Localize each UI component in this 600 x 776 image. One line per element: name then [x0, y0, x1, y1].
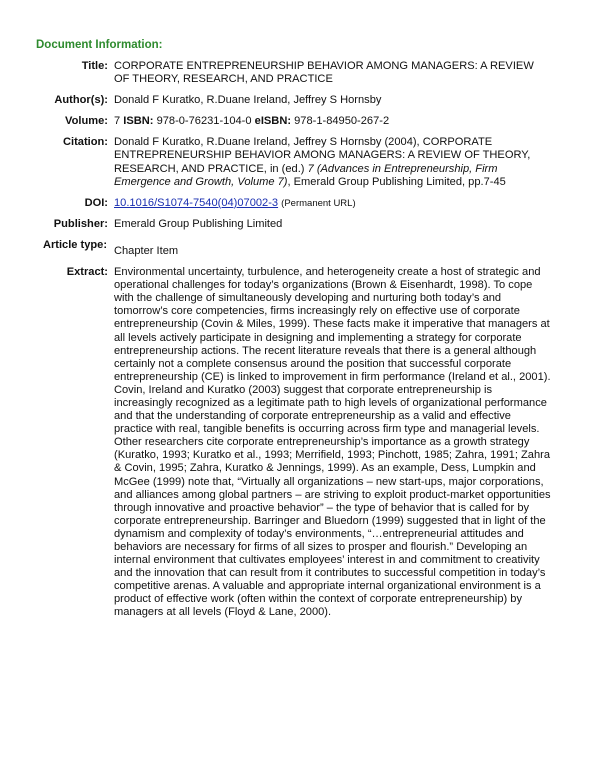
extract-text: Environmental uncertainty, turbulence, and heterogeneity create a host of strategic and operational challenges for today’s organizations (Brown & Eisenhardt, 1998). To cope with the challenge of simultaneously developing and nurturing both today’s and tomorrow’s core competencies, firms increasingly rely on effective use of corporate entrepreneurship (Covin & Miles, 1999). These facts make it imperative that managers at all levels actively participate in designing and implementing a strategy for corporate entrepreneurship actions. The recent literature reveals that there is a general although certainly not a complete consensus around the position that successful corporate entrepreneurship (CE) is linked to improvement in firm performance (Ireland et al., 2001). Covin, Ireland and Kuratko (2003) suggest that corporate entrepreneurship is increasingly recognized as a legitimate path to high levels of organizational performance and that the understanding of corporate entrepreneurship as a valid and effective practice with real, tangible benefits is occurring across firm type and managerial levels. Other researchers cite corporate entrepreneurship’s importance as a growth strategy (Kuratko, 1993; Kuratko et al., 1993; Merrifield, 1993; Pinchott, 1985; Zahra, 1991; Zahra & Covin, 1995; Zahra, Kuratko & Jennings, 1999). As an example, Dess, Lumpkin and McGee (1999) note that, “Virtually all organizations – new start-ups, major corporations, and alliances among global partners – are striving to exploit product-market opportunities through innovative and proactive behavior” – the type of behavior that is called for by corporate entrepreneurship. Barringer and Bluedorn (1999) suggested that in light of the dynamism and complexity of today’s environments, “…entrepreneurial attitudes and behaviors are necessary for firms of all sizes to prosper and flourish.” Developing an internal environment that cultivates employees’ interest in and commitment to creativity and the innovation that can result from it contributes to successful competition in today’s competitive arenas. A valuable and appropriate internal organizational environment is a product of effective work (often within the context of corporate entrepreneurship) by managers at all levels (Floyd & Lane, 2000). [114, 266, 551, 619]
citation-text: Donald F Kuratko, R.Duane Ireland, Jeffrey S Hornsby (2004), CORPORATE ENTREPRENEURSHIP BEHAVIOR AMONG MANAGERS: A REVIEW OF THEORY, RESEARCH, AND PRACTICE, in (ed.) [114, 136, 531, 175]
citation-publisher: , Emerald Group Publishing Limited, pp.7-45 [287, 175, 506, 188]
eisbn-label: eISBN: [254, 115, 292, 128]
document-information-heading: Document Information: [36, 39, 163, 51]
extract-row [32, 266, 552, 620]
article-type-label: Article type: [42, 238, 108, 251]
permanent-url-note: (Permanent URL) [281, 197, 356, 209]
volume-label: Volume: [65, 115, 108, 128]
article-type-row [32, 239, 552, 258]
authors-value: Donald F Kuratko, R.Duane Ireland, Jeffrey S Hornsby [114, 94, 382, 107]
doi-row [32, 197, 552, 210]
citation-row [32, 136, 552, 188]
isbn-label: ISBN: [123, 115, 154, 128]
title-label: Title: [81, 60, 108, 72]
isbn-value: 978-0-76231-104-0 [156, 115, 252, 128]
authors-label: Author(s): [54, 94, 108, 107]
citation-series: 7 (Advances in Entrepreneurship, Firm Emergence and Growth, Volume 7) [114, 162, 498, 188]
volume-row [32, 115, 552, 128]
authors-row [32, 94, 552, 107]
citation-value [114, 136, 552, 188]
volume-value [114, 115, 552, 128]
publisher-value: Emerald Group Publishing Limited [114, 217, 283, 230]
volume-number: 7 [114, 115, 121, 128]
publisher-label: Publisher: [53, 217, 108, 230]
document-info-table [32, 60, 552, 620]
doi-link[interactable]: 10.1016/S1074-7540(04)07002-3 [114, 196, 279, 209]
title-value: CORPORATE ENTREPRENEURSHIP BEHAVIOR AMONG MANAGERS: A REVIEW OF THEORY, RESEARCH, AND PRACTICE [114, 60, 534, 86]
doi-label: DOI: [84, 196, 108, 209]
citation-label: Citation: [63, 136, 108, 149]
extract-label: Extract: [66, 266, 108, 279]
article-type-value: Chapter Item [114, 244, 179, 257]
publisher-row [32, 218, 552, 231]
doi-value [114, 197, 552, 210]
title-row [32, 60, 552, 86]
eisbn-value: 978-1-84950-267-2 [294, 115, 390, 128]
